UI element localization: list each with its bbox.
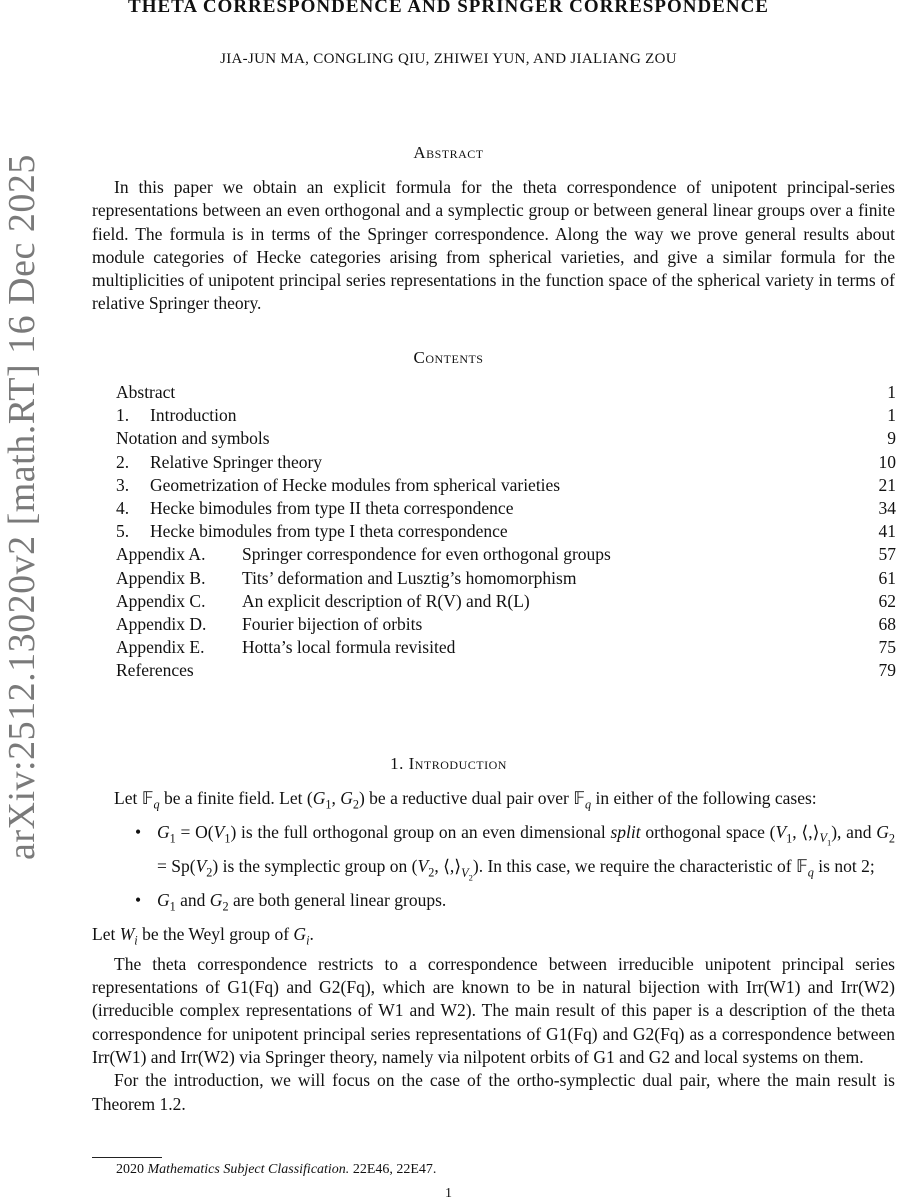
toc-entry-title: Springer correspondence for even orthogonal groups xyxy=(242,544,611,565)
intro-paragraph: Let 𝔽$_q$ be a finite field. Let ($G_1$, $G_2$) be a reductive dual pair over 𝔽$_q$ in either of the following cases: xyxy=(114,788,817,812)
toc-entry[interactable] xyxy=(116,474,896,497)
toc-entry-title: Notation and symbols xyxy=(116,428,270,449)
abstract-text: In this paper we obtain an explicit formula for the theta correspondence of unipotent principal-series representations between an even orthogonal and a symplectic group or between general linear groups over a finite field. The formula is in terms of the Springer correspondence. Along the way we prove general results about module categories of Hecke categories arising from spherical varieties, and give a similar formula for the multiplicities of unipotent principal series representations in the function space of the spherical variety in terms of relative Springer theory. xyxy=(92,177,895,314)
toc-entry-page: 9 xyxy=(887,428,896,449)
list-item: • $G_1 = O(V_1)$ is the full orthogonal group on an even dimensional split orthogonal space ($V_1$, $⟨,⟩_{V_1}$), and $G_2 = Sp(V_2)$ is the symplectic group on ($V_2$, $⟨,⟩_{V_2}$). In this case, we require the characteristic of 𝔽$_q$ is not 2; xyxy=(157,821,895,889)
toc-entry[interactable] xyxy=(116,590,896,613)
abstract-heading: Abstract xyxy=(413,143,484,162)
toc-entry[interactable] xyxy=(116,543,896,566)
toc-entry-title: Hecke bimodules from type I theta correspondence xyxy=(150,521,508,542)
toc-entry-page: 68 xyxy=(878,613,896,634)
toc-entry[interactable] xyxy=(116,381,896,404)
paper-title: THETA CORRESPONDENCE AND SPRINGER CORRESPONDENCE xyxy=(128,0,769,17)
intro-paragraph: The theta correspondence restricts to a correspondence between irreducible unipotent principal series representations of G1(Fq) and G2(Fq), which are known to be in natural bijection with Irr(W1) and Irr(W2) (irreducible complex representations of W1 and W2). The main result of this paper is a description of the theta correspondence for unipotent principal series representations of G1(Fq) and G2(Fq) as a correspondence between Irr(W1) and Irr(W2) via Springer theory, namely via nilpotent orbits of G1 and G2 and local systems on them. xyxy=(92,953,895,1068)
intro-paragraph: For the introduction, we will focus on the case of the ortho-symplectic dual pair, where the main result is Theorem 1.2. xyxy=(92,1070,895,1114)
toc-entry-page: 61 xyxy=(878,567,896,588)
author-list: JIA-JUN MA, CONGLING QIU, ZHIWEI YUN, AND JIALIANG ZOU xyxy=(220,51,677,67)
toc-entry-title: Relative Springer theory xyxy=(150,451,323,472)
footnote: 2020 Mathematics Subject Classification. 22E46, 22E47. xyxy=(116,1162,437,1177)
toc-entry-page: 10 xyxy=(878,451,896,472)
toc-entry-page: 79 xyxy=(878,660,896,681)
toc-entry-title: Geometrization of Hecke modules from spherical varieties xyxy=(150,474,561,495)
toc-entry[interactable] xyxy=(116,427,896,450)
toc-entry-title: Abstract xyxy=(116,382,176,402)
dual-pair-cases-list xyxy=(92,821,895,919)
contents-heading: Contents xyxy=(413,348,484,367)
footnote-divider xyxy=(92,1157,162,1158)
arxiv-identifier-stamp: arXiv:2512.13020v2 [math.RT] 16 Dec 2025 xyxy=(1,154,43,860)
toc-entry-title: Introduction xyxy=(150,405,237,426)
intro-paragraph: Let $W_i$ be the Weyl group of $G_i$. xyxy=(92,924,314,948)
toc-entry-page: 34 xyxy=(878,497,896,518)
toc-entry-number: 1. xyxy=(116,405,130,426)
table-of-contents xyxy=(116,381,896,682)
toc-entry-page: 62 xyxy=(878,590,896,611)
toc-entry[interactable] xyxy=(116,520,896,543)
page-number: 1 xyxy=(445,1186,452,1201)
toc-entry[interactable] xyxy=(116,613,896,636)
toc-entry-number: 2. xyxy=(116,451,130,472)
toc-entry-title: An explicit description of R(V) and R(L) xyxy=(242,590,530,611)
toc-entry-title: Tits’ deformation and Lusztig’s homomorphism xyxy=(242,567,577,588)
toc-entry-number: Appendix B. xyxy=(116,567,206,588)
toc-entry-title: Hecke bimodules from type II theta correspondence xyxy=(150,497,514,518)
toc-entry-title: Fourier bijection of orbits xyxy=(242,613,423,634)
toc-entry-number: Appendix D. xyxy=(116,613,207,634)
toc-entry[interactable] xyxy=(116,636,896,659)
list-item: • $G_1$ and $G_2$ are both general linear groups. xyxy=(157,889,895,919)
toc-entry-number: 3. xyxy=(116,474,130,495)
toc-entry[interactable] xyxy=(116,659,896,682)
toc-entry-title: Hotta’s local formula revisited xyxy=(242,637,456,658)
toc-entry-page: 1 xyxy=(887,405,896,426)
toc-entry-number: Appendix A. xyxy=(116,544,206,565)
toc-entry-page: 21 xyxy=(878,474,896,495)
toc-entry-page: 57 xyxy=(878,544,896,565)
toc-entry-page: 75 xyxy=(878,637,896,658)
toc-entry-title: References xyxy=(116,660,194,681)
toc-entry[interactable] xyxy=(116,404,896,427)
toc-entry-page: 1 xyxy=(887,382,896,402)
toc-entry-number: 4. xyxy=(116,497,130,518)
toc-entry[interactable] xyxy=(116,451,896,474)
toc-entry-number: Appendix E. xyxy=(116,637,205,658)
toc-entry[interactable] xyxy=(116,497,896,520)
toc-entry-number: Appendix C. xyxy=(116,590,206,611)
toc-entry-number: 5. xyxy=(116,521,130,542)
introduction-body xyxy=(92,787,895,1116)
toc-entry[interactable] xyxy=(116,567,896,590)
toc-entry-page: 41 xyxy=(878,521,896,542)
introduction-heading: 1. Introduction xyxy=(390,754,507,773)
